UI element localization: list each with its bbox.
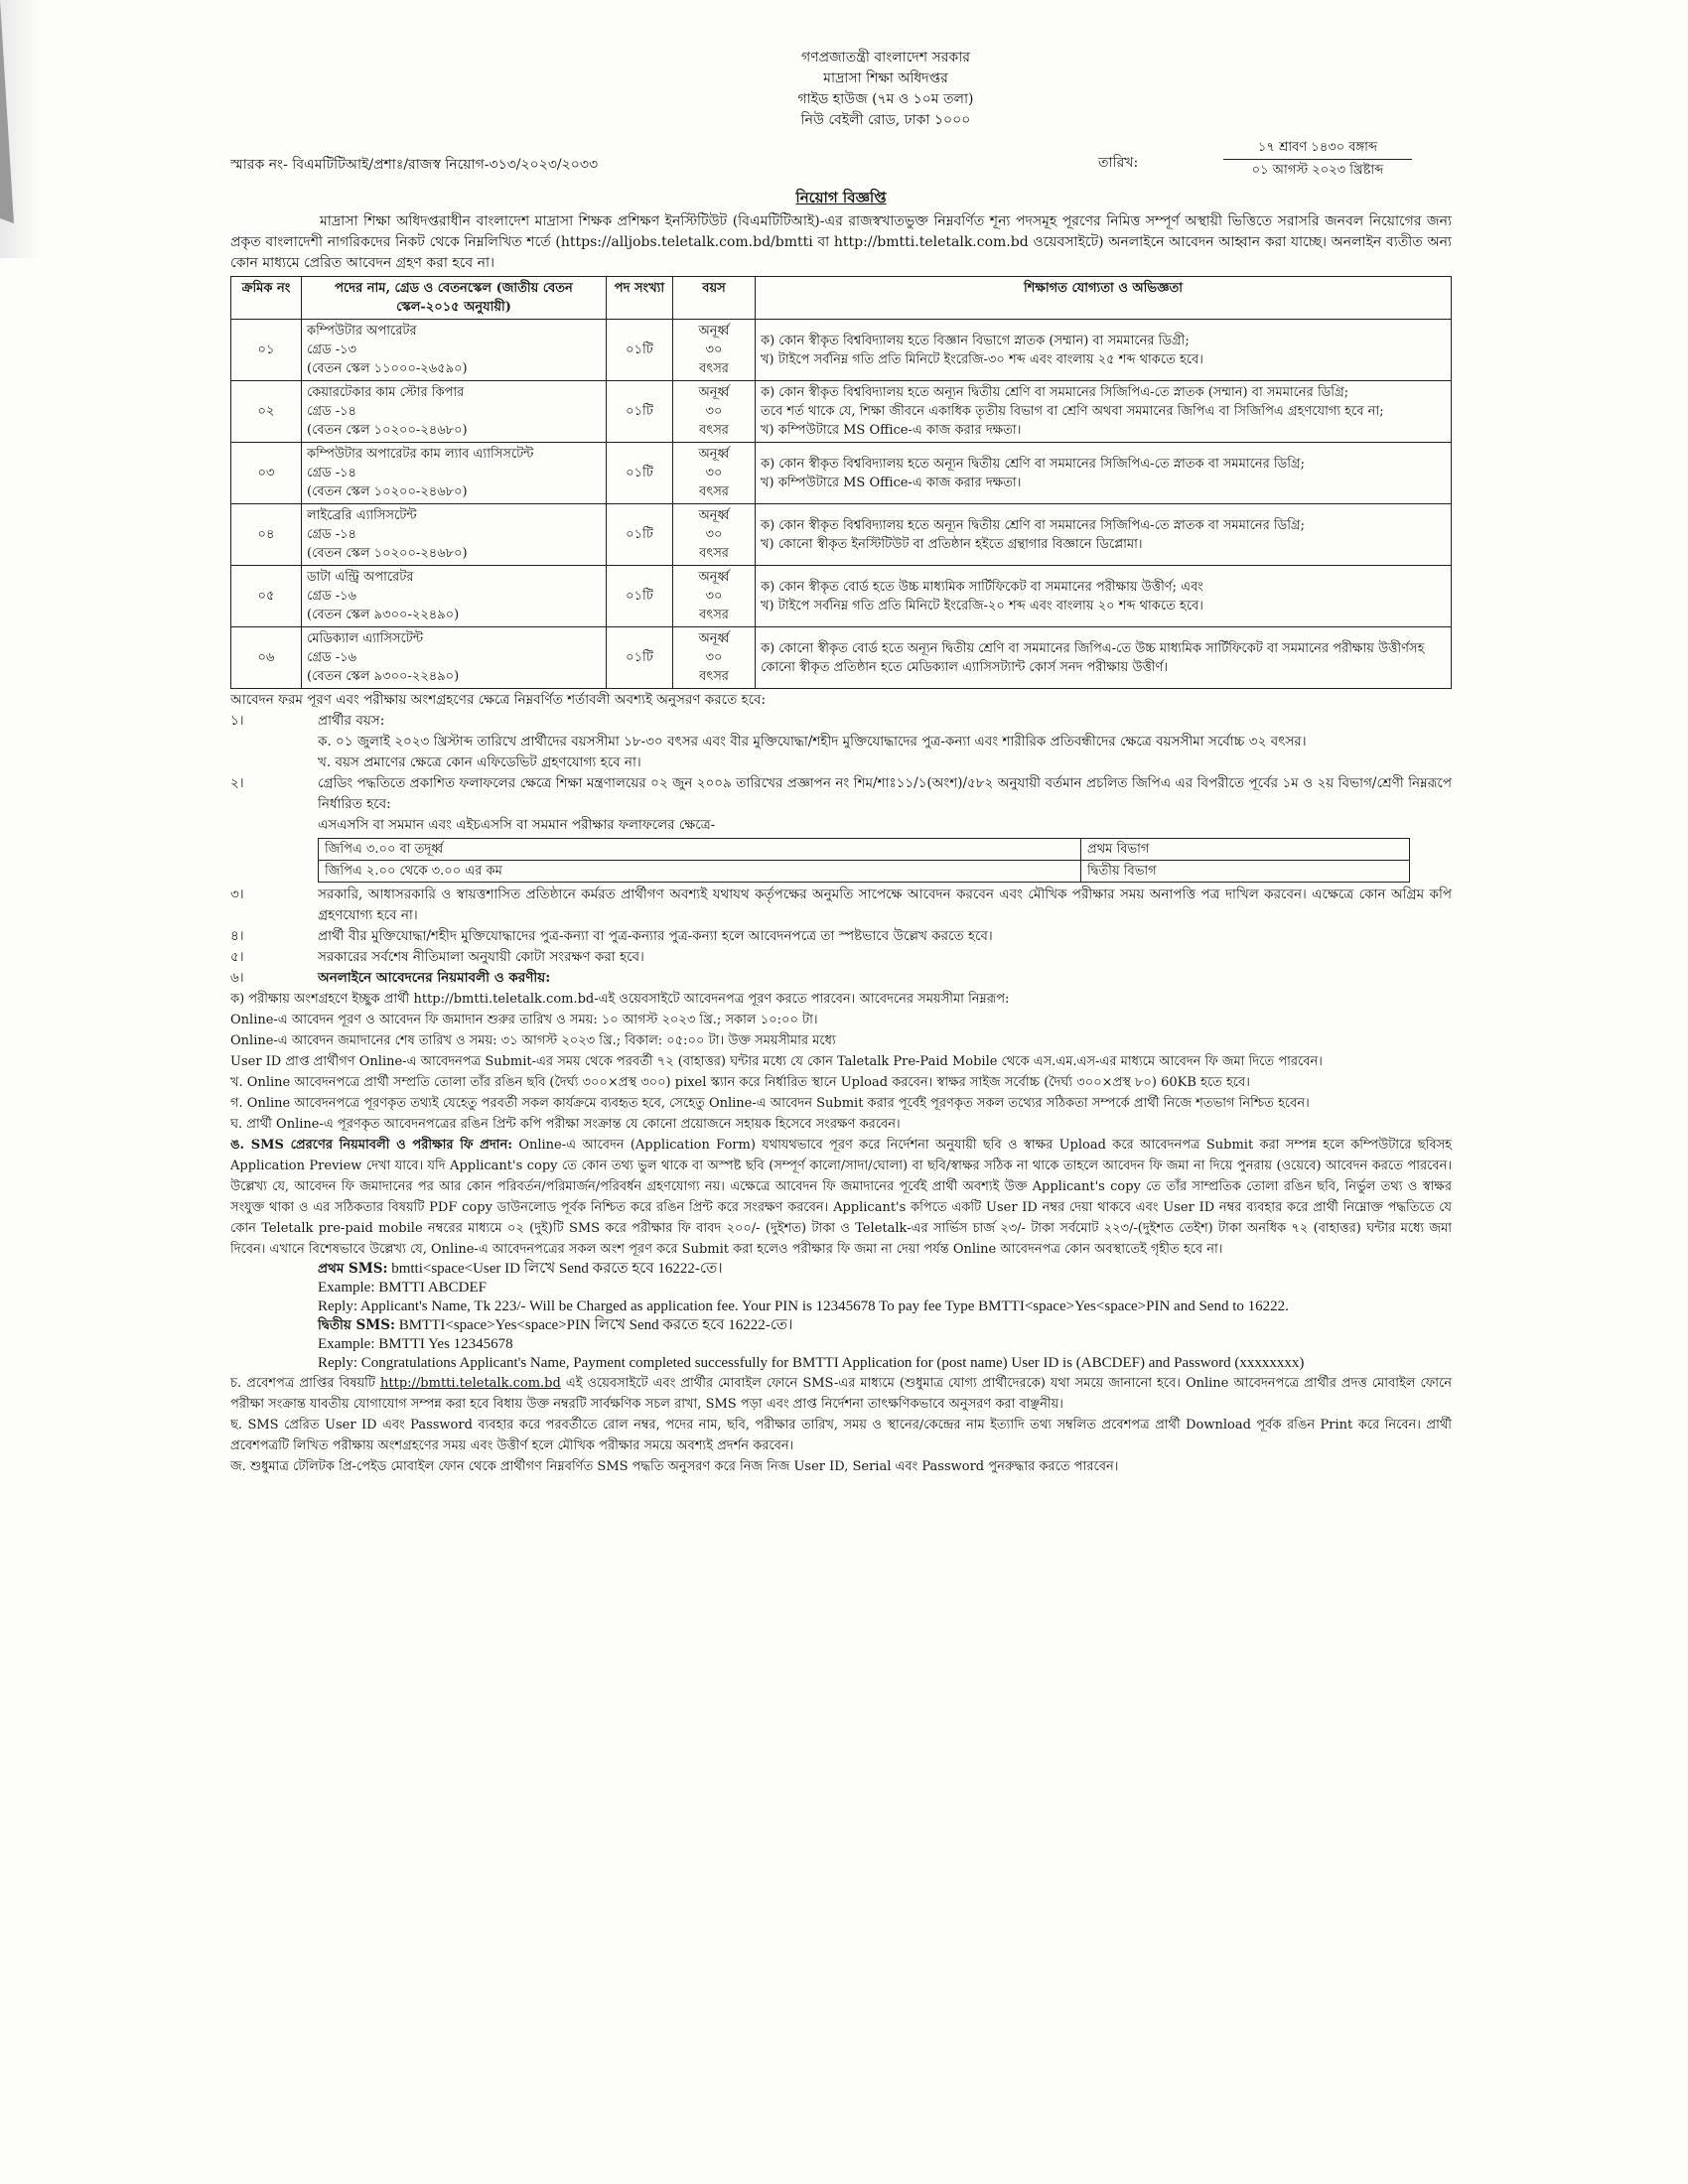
condition-number: ৩। [230,887,244,902]
date-bangla: ১৭ শ্রাবণ ১৪৩০ বঙ্গাব্দ [1223,137,1412,160]
condition-4 [230,926,1452,947]
post-row [231,320,1452,381]
post-name: ডাটা এন্ট্রি অপারেটর [307,570,414,585]
condition-1a: ক. ০১ জুলাই ২০২৩ খ্রিস্টাব্দ তারিখে প্রার্থীদের বয়সসীমা ১৮-৩০ বৎসর এবং বীর মুক্তিযোদ্ধা/শহীদ মুক্তিযোদ্ধাদের পুত্র-কন্যা এবং শারীরিক প্রতিবন্ধীদের ক্ষেত্রে বয়সসীমা সর্বোচ্চ ৩২ বৎসর। [318,734,1307,750]
sms-first-label: প্রথম SMS: [318,1261,388,1277]
online-rule-a: ক) পরীক্ষায় অংশগ্রহণে ইচ্ছুক প্রার্থী http://bmtti.teletalk.com.bd-এই ওয়েবসাইটে আবেদনপত্র পূরণ করতে পারবেন। আবেদনের সময়সীমা নিম্নরূপ: [230,992,1010,1007]
gpa-table [318,838,1410,883]
age-line: অনূর্ধ্ব [698,631,730,646]
post-name: কম্পিউটার অপারেটর [307,324,417,339]
age-line: ৩০ [705,650,723,665]
condition-3-text: সরকারি, আধাসরকারি ও স্বায়ত্তশাসিত প্রতিষ্ঠানে কর্মরত প্রার্থীগণ অবশ্যই যথাযথ কর্তৃপক্ষের অনুমতি সাপেক্ষে আবেদন করবেন এবং মৌখিক পরীক্ষার সময় অনাপত্তি পত্র দাখিল করবেন। এক্ষেত্রে কোন অগ্রিম কপি গ্রহণযোগ্য হবে না। [318,887,1452,923]
date-english: ০১ আগস্ট ২০২৩ খ্রিষ্টাব্দ [1251,163,1384,178]
post-serial: ০৪ [231,504,302,566]
header-building: গাইড হাউজ (৭ম ও ১০ম তলা) [797,91,974,107]
post-row [231,504,1452,566]
sms-second-reply: Reply: Congratulations Applicant's Name, Payment completed successfully for BMTTI Application for (post name) User ID is (ABCDEF) and Password (xxxxxxxx) [318,1355,1305,1371]
post-details [302,443,607,504]
post-name: লাইব্রেরি এ্যাসিসটেন্ট [307,508,417,523]
condition-title: প্রার্থীর বয়স: [318,713,385,729]
sms-first-reply: Reply: Applicant's Name, Tk 223/- Will be Charged as application fee. Your PIN is 12345678 To pay fee Type BMTTI<space>Yes<space>PIN and Send to 16222. [318,1298,1289,1314]
post-serial: ০৬ [231,627,302,689]
qualification-line: ক) কোন স্বীকৃত বিশ্ববিদ্যালয় হতে অন্যূন দ্বিতীয় শ্রেণি বা সমমানের সিজিপিএ-তে স্নাতক বা সমমানের ডিগ্রি; [761,456,1306,472]
post-qualification [756,381,1452,443]
post-row [231,443,1452,504]
gpa-division: দ্বিতীয় বিভাগ [1081,861,1410,883]
age-line: অনূর্ধ্ব [698,508,730,523]
condition-2-sub: এসএসসি বা সমমান এবং এইচএসসি বা সমমান পরীক্ষার ফলাফলের ক্ষেত্রে- [318,817,716,833]
post-grade: গ্রেড -১৪ [307,466,356,480]
header-post: পদের নাম, গ্রেড ও বেতনস্কেল (জাতীয় বেতন স্কেল-২০১৫ অনুযায়ী) [302,277,607,320]
qualification-line: খ) কম্পিউটারে MS Office-এ কাজ করার দক্ষতা। [761,475,1022,490]
qualification-line: ক) কোন স্বীকৃত বিশ্ববিদ্যালয় হতে অন্যূন দ্বিতীয় শ্রেণি বা সমমানের সিজিপিএ-তে স্নাতক (সম্মান) বা সমমানের ডিগ্রি; [761,385,1349,400]
qualification-line: খ) কম্পিউটারে MS Office-এ কাজ করার দক্ষতা। [761,423,1022,438]
header-qualification: শিক্ষাগত যোগ্যতা ও অভিজ্ঞতা [756,277,1452,320]
online-start-time: Online-এ আবেদন পূরণ ও আবেদন ফি জমাদান শুরুর তারিখ ও সময়: ১০ আগস্ট ২০২৩ খ্রি.; সকাল ১০:০০ টা। [230,1013,818,1027]
post-qualification [756,443,1452,504]
post-count: ০১টি [607,320,673,381]
post-scale: (বেতন স্কেল ১১০০০-২৬৫৯০) [307,361,468,376]
notice-title: নিয়োগ বিজ্ঞপ্তি [795,189,887,206]
age-line: ৩০ [705,404,723,419]
qualification-line: তবে শর্ত থাকে যে, শিক্ষা জীবনে একাধিক তৃতীয় বিভাগ বা শ্রেণি অথবা সমমানের জিপিএ বা সিজিপিএ গ্রহণযোগ্য হবে না; [761,404,1384,419]
condition-5 [230,947,1452,968]
posts-table [230,276,1452,689]
condition-6-title: অনলাইনে আবেদনের নিয়মাবলী ও করণীয়: [318,970,551,986]
post-details [302,566,607,627]
qualification-line: খ) টাইপে সর্বনিম্ন গতি প্রতি মিনিটে ইংরেজি-৩০ শব্দ এবং বাংলায় ২৫ শব্দ থাকতে হবে। [761,351,1203,367]
post-grade: গ্রেড -১৪ [307,404,356,419]
post-scale: (বেতন স্কেল ৯৩০০-২২৪৯০) [307,608,460,622]
sms-first-text: bmtti<space<User ID লিখে Send করতে হবে 16222-তে। [391,1261,723,1277]
online-rule-e-title: ঙ. SMS প্রেরণের নিয়মাবলী ও পরীক্ষার ফি প্রদান: [230,1138,513,1153]
condition-number: ২। [230,775,244,791]
header-directorate: মাদ্রাসা শিক্ষা অধিদপ্তর [823,70,948,86]
memo-number: স্মারক নং- বিএমটিটিআই/প্রশাঃ/রাজস্ব নিয়োগ-৩১৩/২০২৩/২০৩৩ [230,157,599,173]
post-scale: (বেতন স্কেল ১০২০০-২৪৬৮০) [307,546,468,561]
post-count: ০১টি [607,443,673,504]
online-rule-chh: ছ. SMS প্রেরিত User ID এবং Password ব্যবহার করে পরবর্তীতে রোল নম্বর, পদের নাম, ছবি, পরীক্ষার তারিখ, সময় ও স্থানের/কেন্দ্রের নাম ইত্যাদি তথ্য সম্বলিত প্রবেশপত্র প্রার্থী Download পূর্বক রঙিন Print করে নিবেন। প্রার্থী প্রবেশপত্রটি লিখিত পরীক্ষায় অংশগ্রহণের সময় এবং উত্তীর্ণ হলে মৌখিক পরীক্ষার সময়ে অবশ্যই প্রদর্শন করবেন। [230,1418,1452,1453]
age-line: বৎসর [699,669,729,684]
qualification-line: খ) টাইপে সর্বনিম্ন গতি প্রতি মিনিটে ইংরেজি-২০ শব্দ এবং বাংলায় ২০ শব্দ থাকতে হবে। [761,598,1203,614]
header-count: পদ সংখ্যা [607,277,673,320]
post-grade: গ্রেড -১৬ [307,589,356,604]
sms-first-example: Example: BMTTI ABCDEF [318,1280,487,1296]
post-name: কম্পিউটার অপারেটর কাম ল্যাব এ্যাসিসটেন্ট [307,447,534,462]
post-scale: (বেতন স্কেল ১০২০০-২৪৬৮০) [307,423,468,438]
condition-3 [230,885,1452,926]
header-serial: ক্রমিক নং [231,277,302,320]
sms-first [318,1260,1452,1279]
online-end-time: Online-এ আবেদন জমাদানের শেষ তারিখ ও সময়: ৩১ আগস্ট ২০২৩ খ্রি.; বিকাল: ০৫:০০ টা। উক্ত সময়সীমার মধ্যে [230,1033,836,1048]
qualification-line: ক) কোন স্বীকৃত বোর্ড হতে উচ্চ মাধ্যমিক সার্টিফিকেট বা সমমানের পরীক্ষায় উত্তীর্ণ; এবং [761,579,1203,595]
rule-ch-text: এই ওয়েবসাইটে এবং প্রার্থীর মোবাইল ফোনে SMS-এর মাধ্যমে (শুধুমাত্র যোগ্য প্রার্থীদেরকে) যথা সময়ে জানানো হবে। Online আবেদনপত্রে প্রার্থীর প্রদত্ত মোবাইল ফোনে পরীক্ষা সংক্রান্ত যাবতীয় যোগাযোগ সম্পন্ন করা হবে বিধায় উক্ত নম্বরটি সার্বক্ষণিক সচল রাখা, SMS পড়া এবং প্রাপ্ত নির্দেশনা তাৎক্ষণিকভাবে অনুসরণ করা বাঞ্ছনীয়। [230,1376,1453,1412]
post-count: ০১টি [607,566,673,627]
condition-2-text: গ্রেডিং পদ্ধতিতে প্রকাশিত ফলাফলের ক্ষেত্রে শিক্ষা মন্ত্রণালয়ের ০২ জুন ২০০৯ তারিখের প্রজ্ঞাপন নং শিম/শাঃ১১/১(অংশ)/৫৮২ অনুযায়ী বর্তমান প্রচলিত জিপিএ এর বিপরীতে পূর্বের ১ম ও ২য় বিভাগ/শ্রেণী নিম্নরূপে নির্ধারিত হবে: [318,775,1452,812]
post-count: ০১টি [607,627,673,689]
condition-number: ৫। [230,949,244,965]
post-qualification [756,566,1452,627]
age-line: ৩০ [705,527,723,542]
post-age [673,320,756,381]
age-line: বৎসর [699,361,729,376]
online-rule-d: ঘ. প্রার্থী Online-এ পূরণকৃত আবেদনপত্রের রঙিন প্রিন্ট কপি পরীক্ষা সংক্রান্ত যে কোনো প্রয়োজনে সহায়ক হিসেবে সংরক্ষণ করবেন। [230,1117,901,1132]
post-qualification [756,504,1452,566]
age-line: অনূর্ধ্ব [698,385,730,400]
online-rule-j: জ. শুধুমাত্র টেলিটক প্রি-পেইড মোবাইল ফোন থেকে প্রার্থীগণ নিম্নবর্ণিত SMS পদ্ধতি অনুসরণ করে নিজ নিজ User ID, Serial এবং Password পুনরুদ্ধার করতে পারবেন। [230,1459,1119,1474]
header-address: নিউ বেইলী রোড, ঢাকা ১০০০ [800,112,971,128]
age-line: ৩০ [705,342,723,357]
post-serial: ০৩ [231,443,302,504]
age-line: অনূর্ধ্ব [698,447,730,462]
date-label: তারিখ: [1098,155,1139,171]
condition-number: ১। [230,713,244,729]
condition-number: ৪। [230,928,244,944]
post-details [302,504,607,566]
post-serial: ০১ [231,320,302,381]
header-age: বয়স [673,277,756,320]
conditions-section [230,690,1452,1477]
qualification-line: ক) কোনো স্বীকৃত বোর্ড হতে অন্যূন দ্বিতীয় শ্রেণি বা সমমানের জিপিএ-তে উচ্চ মাধ্যমিক সার্টিফিকেট বা সমমানের পরীক্ষায় উত্তীর্ণসহ কোনো স্বীকৃত প্রতিষ্ঠান হতে মেডিক্যাল এ্যাসিসট্যান্ট কোর্স সনদ পরীক্ষায় উত্তীর্ণ। [761,640,1425,675]
post-grade: গ্রেড -১৩ [307,342,356,357]
post-count: ০১টি [607,381,673,443]
sms-second-example: Example: BMTTI Yes 12345678 [318,1336,513,1352]
condition-1 [230,711,1452,773]
age-line: ৩০ [705,589,723,604]
conditions-intro: আবেদন ফরম পূরণ এবং পরীক্ষায় অংশগ্রহণের ক্ষেত্রে নিম্নবর্ণিত শর্তাবলী অবশ্যই অনুসরণ করতে হবে: [230,692,767,708]
post-serial: ০৫ [231,566,302,627]
post-age [673,443,756,504]
post-scale: (বেতন স্কেল ১০২০০-২৪৬৮০) [307,484,468,499]
post-age [673,566,756,627]
post-row [231,381,1452,443]
post-details [302,320,607,381]
post-grade: গ্রেড -১৬ [307,650,356,665]
post-details [302,381,607,443]
online-rule-c: গ. Online আবেদনপত্রে পূরণকৃত তথ্যই যেহেতু পরবর্তী সকল কার্যক্রমে ব্যবহৃত হবে, সেহেতু Online-এ আবেদন Submit করার পূর্বেই পূরণকৃত সকল তথ্যের সঠিকতা সম্পর্কে প্রার্থী নিজে শতভাগ নিশ্চিত হবেন। [230,1096,1310,1111]
posts-table-header [231,277,1452,320]
post-age [673,504,756,566]
date-box [1223,137,1412,182]
gpa-row [319,839,1410,861]
gpa-row [319,861,1410,883]
gpa-division: প্রথম বিভাগ [1081,839,1410,861]
age-line: ৩০ [705,466,723,480]
post-name: মেডিক্যাল এ্যাসিসটেন্ট [307,631,424,646]
post-qualification [756,320,1452,381]
posts-table-body [231,320,1452,689]
admit-card-link[interactable]: http://bmtti.teletalk.com.bd [380,1376,561,1391]
post-row [231,566,1452,627]
age-line: বৎসর [699,608,729,622]
header-government: গণপ্রজাতন্ত্রী বাংলাদেশ সরকার [801,50,970,66]
condition-5-text: সরকারের সর্বশেষ নীতিমালা অনুযায়ী কোটা সংরক্ষণ করা হবে। [318,949,644,965]
post-grade: গ্রেড -১৪ [307,527,356,542]
age-line: অনূর্ধ্ব [698,324,730,339]
age-line: বৎসর [699,423,729,438]
online-rule-e-text: Online-এ আবেদন (Application Form) যথাযথভাবে পূরণ করে নির্দেশনা অনুযায়ী ছবি ও স্বাক্ষর Upload করে আবেদনপত্র Submit করা সম্পন্ন হলে কম্পিউটারে ছবিসহ Application Preview দেখা যাবে। যদি Applicant's copy তে কোন তথ্য ভুল থাকে বা অস্পষ্ট ছবি (সম্পূর্ণ কালো/সাদা/ঘোলা) বা ছবি/স্বাক্ষর সঠিক না থাকে তাহলে আবেদন ফি জমা না দিয়ে পুনরায় (ওয়েবে) আবেদন করতে পারবেন। উল্লেখ্য যে, আবেদন ফি জমাদানের পর আর কোন পরিবর্তন/পরিমার্জন/পরিবর্ধন গ্রহণযোগ্য নয়। এক্ষেত্রে আবেদন ফি জমাদানের পূর্বেই প্রার্থী অবশ্যই উক্ত Applicant's copy তে তাঁর সাম্প্রতিক তোলা রঙিন ছবি, নির্ভুল তথ্য ও স্বাক্ষর সংযুক্ত থাকা ও এর সঠিকতার বিষয়টি PDF copy ডাউনলোড পূর্বক নিশ্চিত করে রঙিন প্রিন্ট করে সংরক্ষণ করবেন। Applicant's কপিতে একটি User ID নম্বর দেয়া থাকবে এবং User ID নম্বর ব্যবহার করে প্রার্থী নিম্নোক্ত পদ্ধতিতে যে কোন Teletalk pre-paid mobile নম্বরের মাধ্যমে ০২ (দুই)টি SMS করে পরীক্ষার ফি বাবদ ২০০/- (দুইশত) টাকা ও Teletalk-এর সার্ভিস চার্জ ২৩/- টাকা সর্বমোট ২২৩/-(দুইশত তেইশ) টাকা অনধিক ৭২ (বাহাত্তর) ঘন্টার মধ্যে জমা দিবেন। এখানে বিশেষভাবে উল্লেখ্য যে, Online-এ আবেদনপত্রের সকল অংশ পূরণ করে Submit করা হলেও পরীক্ষার ফি জমা না দেয়া পর্যন্ত Online আবেদনপত্র কোন অবস্থাতেই গৃহীত হবে না। [230,1138,1452,1257]
sms-second-text: BMTTI<space>Yes<space>PIN লিখে Send করতে হবে 16222-তে। [398,1317,793,1333]
sms-second [318,1316,1452,1335]
sms-second-label: দ্বিতীয় SMS: [318,1317,395,1333]
post-row [231,627,1452,689]
scan-page-curl [0,0,40,258]
condition-1b: খ. বয়স প্রমাণের ক্ষেত্রে কোন এফিডেভিট গ্রহণযোগ্য হবে না। [318,754,641,770]
notice-page [230,48,1452,1477]
age-line: অনূর্ধ্ব [698,570,730,585]
qualification-line: ক) কোন স্বীকৃত বিশ্ববিদ্যালয় হতে অন্যূন দ্বিতীয় শ্রেণি বা সমমানের সিজিপিএ-তে স্নাতক বা সমমানের ডিগ্রি; [761,517,1306,533]
condition-4-text: প্রার্থী বীর মুক্তিযোদ্ধা/শহীদ মুক্তিযোদ্ধাদের পুত্র-কন্যা বা পুত্র-কন্যার পুত্র-কন্যা হলে আবেদনপত্রে তা স্পষ্টভাবে উল্লেখ করতে হবে। [318,928,993,944]
post-count: ০১টি [607,504,673,566]
online-rule-b: খ. Online আবেদনপত্রে প্রার্থী সম্প্রতি তোলা তাঁর রঙিন ছবি (দৈর্ঘ্য ৩০০×প্রস্থ ৩০০) pixel স্ক্যান করে নির্ধারিত স্থানে Upload করবেন। স্বাক্ষর সাইজ সর্বোচ্চ (দৈর্ঘ্য ৩০০×প্রস্থ ৮০) 60KB হতে হবে। [230,1075,1250,1090]
online-rule-e [230,1135,1452,1260]
qualification-line: খ) কোনো স্বীকৃত ইনস্টিটিউট বা প্রতিষ্ঠান হইতে গ্রন্থাগার বিজ্ঞানে ডিপ্লোমা। [761,536,1143,552]
condition-6 [230,968,1452,989]
gpa-range: জিপিএ ৩.০০ বা তদূর্ধ্ব [319,839,1081,861]
office-header [320,48,1452,131]
condition-2 [230,773,1452,883]
sms-instructions [230,1260,1452,1373]
post-age [673,627,756,689]
post-name: কেয়ারটেকার কাম স্টোর কিপার [307,385,465,400]
post-scale: (বেতন স্কেল ৯৩০০-২২৪৯০) [307,669,460,684]
gpa-range: জিপিএ ২.০০ থেকে ৩.০০ এর কম [319,861,1081,883]
age-line: বৎসর [699,484,729,499]
rule-ch-prefix: চ. প্রবেশপত্র প্রাপ্তির বিষয়টি [230,1376,375,1391]
more-rules [230,1373,1452,1477]
online-rule-ch [230,1373,1452,1415]
post-details [302,627,607,689]
memo-row [230,137,1452,185]
post-serial: ০২ [231,381,302,443]
age-line: বৎসর [699,546,729,561]
qualification-line: ক) কোন স্বীকৃত বিশ্ববিদ্যালয় হতে বিজ্ঞান বিভাগে স্নাতক (সম্মান) বা সমমানের ডিগ্রী; [761,333,1190,348]
online-fee-window: User ID প্রাপ্ত প্রার্থীগণ Online-এ আবেদনপত্র Submit-এর সময় থেকে পরবর্তী ৭২ (বাহাত্তর) ঘন্টার মধ্যে যে কোন Taletalk Pre-Paid Mobile থেকে এস.এম.এস-এর মাধ্যমে আবেদন ফি জমা দিতে পারবেন। [230,1054,1323,1069]
post-qualification [756,627,1452,689]
online-rules [230,989,1452,1260]
notice-intro: মাদ্রাসা শিক্ষা অধিদপ্তরাধীন বাংলাদেশ মাদ্রাসা শিক্ষক প্রশিক্ষণ ইনস্টিটিউট (বিএমটিটিআই)-এর রাজস্বখাতভুক্ত নিম্নবর্ণিত শূন্য পদসমূহ পূরণের নিমিত্ত সম্পূর্ণ অস্থায়ী ভিত্তিতে সরাসরি জনবল নিয়োগের জন্য প্রকৃত বাংলাদেশী নাগরিকদের নিকট থেকে নিম্নলিখিত শর্তে (https://alljobs.teletalk.com.bd/bmtti বা http://bmtti.teletalk.com.bd ওয়েবসাইটে) অনলাইনে আবেদন আহ্বান করা যাচ্ছে। অনলাইন ব্যতীত অন্য কোন মাধ্যমে প্রেরিত আবেদন গ্রহণ করা হবে না। [230,213,1452,271]
condition-number: ৬। [230,970,244,986]
post-age [673,381,756,443]
